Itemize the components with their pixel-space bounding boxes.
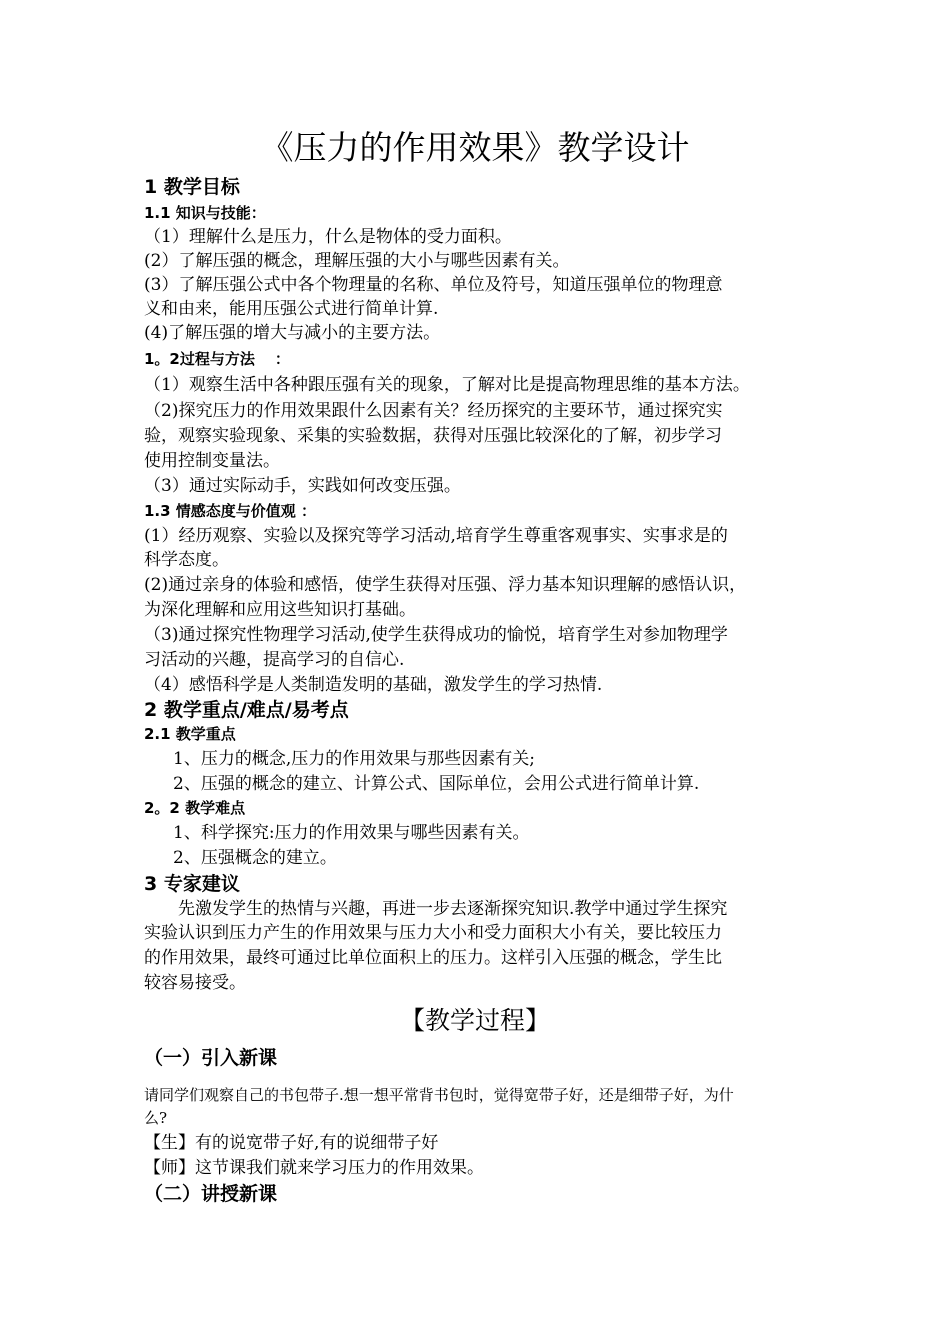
objective-line: (4)了解压强的增大与减小的主要方法。: [144, 323, 441, 343]
section-1-2-heading: [144, 348, 290, 370]
section-1-1-heading: 1.1 知识与技能：: [144, 204, 266, 222]
teacher-remark: 【师】这节课我们就来学习压力的作用效果。: [144, 1158, 484, 1178]
section-3-heading: 3 专家建议: [144, 873, 240, 895]
objective-line: (1）经历观察、实验以及探究等学习活动,培育学生尊重客观事实、实事求是的: [144, 526, 728, 546]
advice-paragraph-line: 实验认识到压力产生的作用效果与压力大小和受力面积大小有关，要比较压力: [144, 923, 722, 943]
intro-question-line: 么?: [144, 1109, 168, 1127]
section-2-1-heading: 2.1 教学重点: [144, 725, 236, 743]
document-title: 《压力的作用效果》教学设计: [260, 128, 690, 167]
difficulty-line: 1、科学探究:压力的作用效果与哪些因素有关。: [173, 823, 530, 843]
objective-line: 科学态度。: [144, 550, 229, 570]
objective-line: （3)通过探究性物理学习活动,使学生获得成功的愉悦，培育学生对参加物理学: [144, 625, 728, 645]
section-1-3-heading: 1.3 情感态度与价值观 ：: [144, 502, 317, 520]
objective-line: （2)探究压力的作用效果跟什么因素有关？经历探究的主要环节，通过探究实: [144, 401, 723, 421]
section-2-2-heading: 2。2 教学难点: [144, 799, 246, 817]
objective-line: (3）了解压强公式中各个物理量的名称、单位及符号，知道压强单位的物理意: [144, 275, 723, 295]
objective-line: （3）通过实际动手，实践如何改变压强。: [144, 476, 461, 496]
advice-paragraph-line: 较容易接受。: [144, 973, 246, 993]
difficulty-line: 2、压强概念的建立。: [173, 848, 337, 868]
key-point-line: 2、压强的概念的建立、计算公式、国际单位，会用公式进行简单计算.: [173, 774, 700, 794]
process-heading: 【教学过程】: [399, 1006, 550, 1035]
objective-line: 义和由来，能用压强公式进行简单计算.: [144, 299, 439, 319]
objective-line: 习活动的兴趣，提高学习的自信心.: [144, 650, 405, 670]
objective-line: (2）了解压强的概念，理解压强的大小与哪些因素有关。: [144, 251, 570, 271]
advice-paragraph-line: 先激发学生的热情与兴趣，再进一步去逐渐探究知识.教学中通过学生探究: [178, 899, 728, 919]
key-point-line: 1、压力的概念,压力的作用效果与那些因素有关;: [173, 749, 535, 769]
part-1-heading: （一）引入新课: [144, 1047, 278, 1069]
objective-line: 使用控制变量法。: [144, 451, 280, 471]
section-1-heading: 1 教学目标: [144, 176, 240, 198]
section-1-2-title: 1。2过程与方法: [144, 350, 255, 368]
student-response: 【生】有的说宽带子好,有的说细带子好: [144, 1133, 439, 1153]
section-1-2-colon: ：: [274, 350, 290, 368]
objective-line: （1）理解什么是压力，什么是物体的受力面积。: [144, 227, 512, 247]
intro-question-line: 请同学们观察自己的书包带子.想一想平常背书包时，觉得宽带子好，还是细带子好，为什: [144, 1086, 734, 1104]
objective-line: 验，观察实验现象、采集的实验数据，获得对压强比较深化的了解，初步学习: [144, 426, 722, 446]
advice-paragraph-line: 的作用效果，最终可通过比单位面积上的压力。这样引入压强的概念，学生比: [144, 948, 722, 968]
section-2-heading: 2 教学重点/难点/易考点: [144, 699, 349, 721]
objective-line: (2)通过亲身的体验和感悟，使学生获得对压强、浮力基本知识理解的感悟认识，: [144, 575, 747, 595]
objective-line: （4）感悟科学是人类制造发明的基础，激发学生的学习热情.: [144, 675, 603, 695]
objective-line: （1）观察生活中各种跟压强有关的现象，了解对比是提高物理思维的基本方法。: [144, 375, 750, 395]
objective-line: 为深化理解和应用这些知识打基础。: [144, 600, 416, 620]
part-2-heading: （二）讲授新课: [144, 1183, 278, 1205]
